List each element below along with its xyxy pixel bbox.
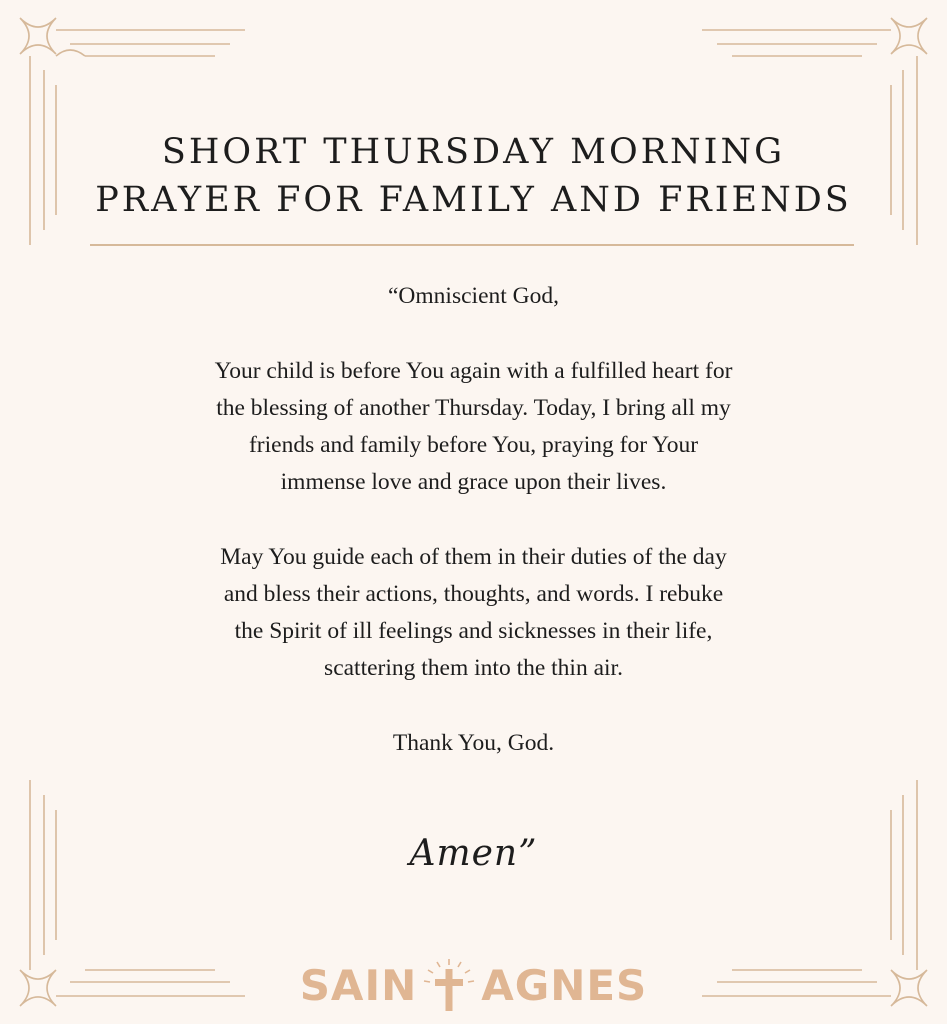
brand-text-right: AGNES bbox=[481, 960, 648, 1010]
page-title bbox=[0, 128, 947, 224]
prayer-body bbox=[100, 278, 847, 762]
prayer-p2-line: May You guide each of them in their duties of the day bbox=[220, 544, 727, 570]
prayer-p1-line: friends and family before You, praying for Your bbox=[248, 432, 699, 458]
prayer-p2-line: scattering them into the thin air. bbox=[324, 655, 623, 681]
prayer-p1-line: Your child is before You again with a fulfilled heart for bbox=[214, 358, 733, 384]
brand-text-left: SAIN bbox=[299, 960, 418, 1010]
prayer-p2-line: the Spirit of ill feelings and sicknesses in their life, bbox=[234, 618, 713, 644]
brand-logo bbox=[0, 955, 947, 1015]
prayer-p2-line: and bless their actions, thoughts, and words. I rebuke bbox=[223, 581, 724, 607]
title-divider bbox=[90, 244, 854, 246]
prayer-salutation: “Omniscient God, bbox=[388, 283, 559, 309]
cross-sunburst-icon bbox=[419, 955, 479, 1015]
title-line-2: PRAYER FOR FAMILY AND FRIENDS bbox=[95, 180, 852, 220]
prayer-p1-line: the blessing of another Thursday. Today, I bring all my bbox=[216, 395, 731, 421]
title-line-1: SHORT THURSDAY MORNING bbox=[161, 132, 786, 172]
prayer-closing: Thank You, God. bbox=[392, 730, 555, 756]
prayer-p1-line: immense love and grace upon their lives. bbox=[280, 469, 667, 495]
amen-signature: Amen” bbox=[409, 833, 538, 874]
